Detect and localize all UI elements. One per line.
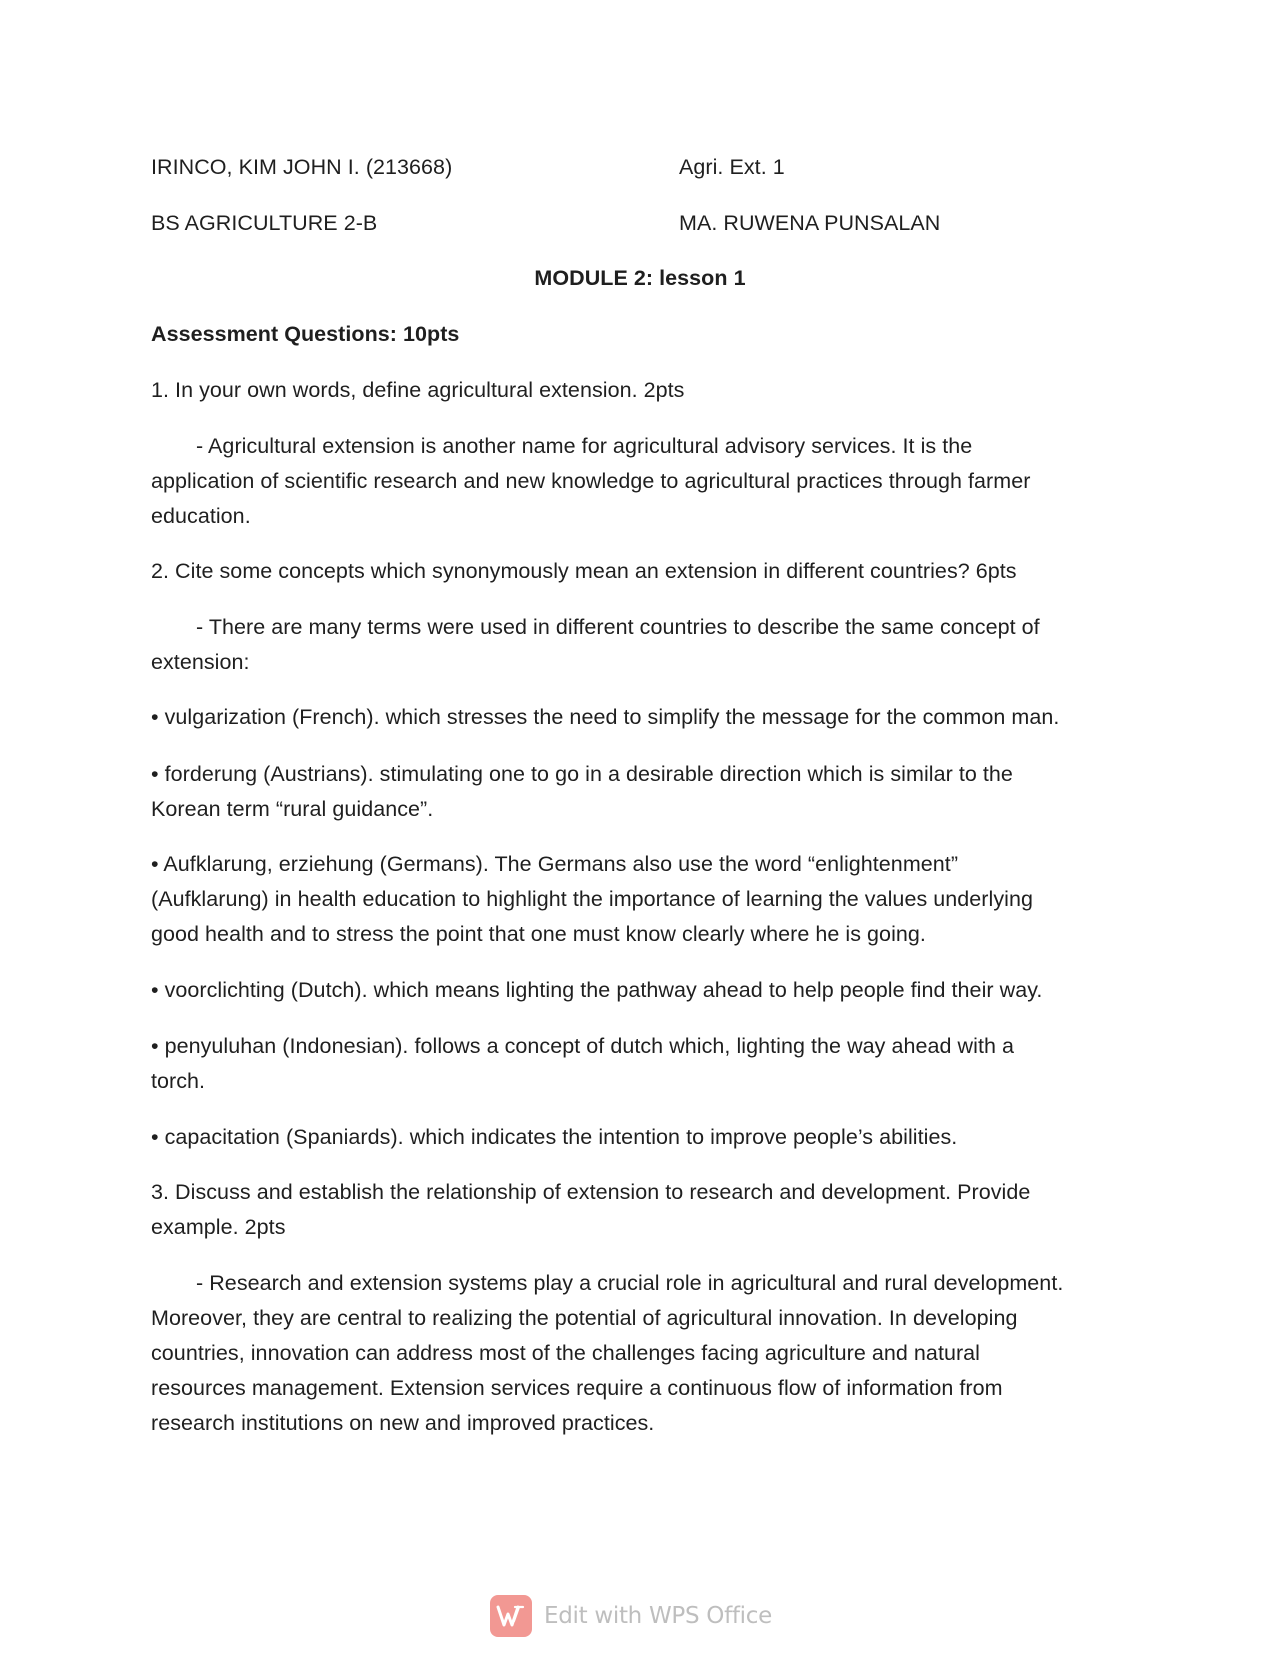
answer-2-line-1: - There are many terms were used in different countries to describe the same concept of (196, 615, 1040, 639)
wps-logo-icon (490, 1595, 532, 1637)
question-2: 2. Cite some concepts which synonymously mean an extension in different countries? 6pts (151, 559, 1017, 583)
bullet-germans-line-3: good health and to stress the point that one must know clearly where he is going. (151, 922, 926, 946)
answer-3-line-4: resources management. Extension services require a continuous flow of information from (151, 1376, 1003, 1400)
answer-1-line-2: application of scientific research and new knowledge to agricultural practices through farmer (151, 469, 1031, 493)
question-3-line-2: example. 2pts (151, 1215, 286, 1239)
answer-1-line-3: education. (151, 504, 251, 528)
bullet-austrians-line-2: Korean term “rural guidance”. (151, 797, 434, 821)
bullet-dutch: • voorclichting (Dutch). which means lighting the pathway ahead to help people find their way. (151, 978, 1043, 1002)
answer-2-line-2: extension: (151, 650, 250, 674)
wps-watermark-text: Edit with WPS Office (544, 1603, 772, 1629)
question-3-line-1: 3. Discuss and establish the relationship of extension to research and development. Provide (151, 1180, 1031, 1204)
bullet-french: • vulgarization (French). which stresses the need to simplify the message for the common man. (151, 705, 1060, 729)
program-section: BS AGRICULTURE 2-B (151, 211, 378, 235)
bullet-germans-line-2: (Aufklarung) in health education to highlight the importance of learning the values underlying (151, 887, 1033, 911)
bullet-indonesian-line-1: • penyuluhan (Indonesian). follows a concept of dutch which, lighting the way ahead with a (151, 1034, 1015, 1058)
bullet-spaniards: • capacitation (Spaniards). which indicates the intention to improve people’s abilities. (151, 1125, 958, 1149)
bullet-indonesian-line-2: torch. (151, 1069, 206, 1093)
bullet-germans-line-1: • Aufklarung, erziehung (Germans). The Germans also use the word “enlightenment” (151, 852, 959, 876)
answer-3-line-1: - Research and extension systems play a crucial role in agricultural and rural development. (196, 1271, 1064, 1295)
question-1: 1. In your own words, define agricultural extension. 2pts (151, 378, 685, 402)
wps-watermark (490, 1594, 772, 1638)
answer-1-line-1: - Agricultural extension is another name for agricultural advisory services. It is the (196, 434, 973, 458)
module-title: MODULE 2: lesson 1 (534, 266, 746, 290)
assessment-heading: Assessment Questions: 10pts (151, 322, 460, 346)
course-code: Agri. Ext. 1 (679, 155, 785, 179)
answer-3-line-3: countries, innovation can address most of the challenges facing agriculture and natural (151, 1341, 981, 1365)
answer-3-line-5: research institutions on new and improved practices. (151, 1411, 655, 1435)
student-name: IRINCO, KIM JOHN I. (213668) (151, 155, 453, 179)
answer-3-line-2: Moreover, they are central to realizing the potential of agricultural innovation. In developing (151, 1306, 1018, 1330)
bullet-austrians-line-1: • forderung (Austrians). stimulating one to go in a desirable direction which is similar to the (151, 762, 1013, 786)
instructor-name: MA. RUWENA PUNSALAN (679, 211, 941, 235)
